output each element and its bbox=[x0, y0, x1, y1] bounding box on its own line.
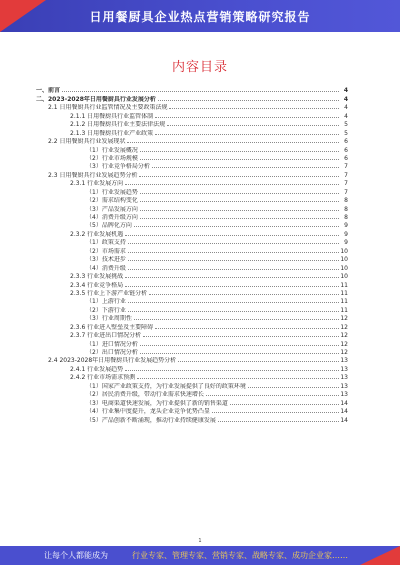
toc-entry-page: 5 bbox=[344, 129, 348, 137]
toc-entry[interactable] bbox=[0, 390, 400, 398]
toc-entry-text: （1）政策支持 bbox=[86, 239, 126, 247]
toc-entry[interactable] bbox=[0, 322, 400, 330]
toc-leader-dots bbox=[158, 100, 339, 101]
footer-banner bbox=[0, 546, 400, 565]
toc-entry-text: 二、2023-2028年日用餐厨具行业发展分析 bbox=[36, 95, 156, 103]
toc-entry[interactable] bbox=[0, 373, 400, 381]
toc-entry[interactable] bbox=[0, 255, 400, 263]
toc-entry-text: 一、前言 bbox=[36, 87, 61, 95]
toc-entry-page: 6 bbox=[344, 154, 348, 162]
toc-entry-page: 12 bbox=[340, 340, 348, 348]
toc-leader-dots bbox=[140, 151, 339, 152]
toc-leader-dots bbox=[230, 404, 339, 405]
toc-leader-dots bbox=[212, 412, 339, 413]
toc-leader-dots bbox=[140, 345, 339, 346]
toc-entry[interactable] bbox=[0, 246, 400, 254]
toc-entry-text: （5）产品创新不断涌现，推动行业持续健康发展 bbox=[86, 416, 216, 424]
toc-entry[interactable] bbox=[0, 314, 400, 322]
toc-entry[interactable] bbox=[0, 339, 400, 347]
toc-entry-page: 11 bbox=[340, 306, 348, 314]
toc-leader-dots bbox=[125, 370, 339, 371]
toc-entry-text: （2）居民消费升级，带动行业需求快速增长 bbox=[86, 391, 204, 399]
toc-entry-page: 8 bbox=[344, 214, 348, 221]
toc-heading: 内容目录 bbox=[171, 60, 228, 75]
toc-entry-text: （1）行业发展趋势 bbox=[86, 188, 138, 196]
toc-entry-text: 2.4 2023-2028年日用餐厨具行业发展趋势分析 bbox=[48, 357, 177, 365]
toc-entry-page: 5 bbox=[344, 121, 348, 129]
toc-entry[interactable] bbox=[0, 137, 400, 145]
toc-entry[interactable] bbox=[0, 120, 400, 128]
toc-leader-dots bbox=[140, 193, 339, 194]
toc-entry-text: 2.3.5 行业上下游产业链分析 bbox=[70, 289, 148, 297]
toc-entry-text: 2.1.3 日用餐厨具行业产业政策 bbox=[70, 129, 154, 137]
toc-entry[interactable] bbox=[0, 170, 400, 178]
toc-entry-page: 13 bbox=[340, 357, 348, 365]
toc-entry-page: 10 bbox=[340, 273, 348, 281]
toc-entry-text: （1）进口情况分析 bbox=[86, 340, 138, 348]
toc-entry-text: （2）下游行业 bbox=[86, 306, 126, 314]
toc-entry-text: 2.1.2 日用餐厨具行业主要法律法规 bbox=[70, 121, 166, 129]
toc-leader-dots bbox=[248, 387, 339, 388]
toc-leader-dots bbox=[140, 159, 339, 160]
toc-entry-text: 2.3.1 行业发展方向 bbox=[70, 180, 124, 188]
toc-entry-page: 12 bbox=[340, 315, 348, 323]
toc-entry-text: （1）行业发展概况 bbox=[86, 146, 138, 154]
toc-leader-dots bbox=[140, 201, 339, 202]
toc-leader-dots bbox=[125, 235, 339, 236]
toc-entry-page: 13 bbox=[340, 391, 348, 399]
toc-leader-dots bbox=[206, 395, 339, 396]
toc-entry-text: （3）行业周期性 bbox=[86, 315, 132, 323]
toc-entry-page: 13 bbox=[340, 374, 348, 382]
toc-leader-dots bbox=[134, 226, 339, 227]
toc-entry-text: 2.2 日用餐厨具行业发展现状 bbox=[48, 138, 126, 146]
toc-entry-page: 8 bbox=[344, 205, 348, 213]
toc-entry[interactable] bbox=[0, 280, 400, 288]
table-of-contents bbox=[0, 86, 400, 424]
toc-entry[interactable] bbox=[0, 238, 400, 246]
toc-entry-page: 7 bbox=[344, 188, 348, 196]
toc-entry-page: 14 bbox=[340, 399, 348, 407]
toc-entry-page: 12 bbox=[340, 349, 348, 356]
toc-entry-text: 2.3.7 行业进出口情况分析 bbox=[70, 332, 142, 340]
toc-leader-dots bbox=[134, 319, 339, 320]
toc-entry-page: 4 bbox=[343, 87, 348, 95]
toc-leader-dots bbox=[155, 117, 339, 118]
toc-entry[interactable] bbox=[0, 94, 400, 102]
toc-entry-page: 7 bbox=[344, 163, 348, 171]
toc-entry[interactable] bbox=[0, 272, 400, 280]
toc-leader-dots bbox=[128, 243, 339, 244]
toc-entry-page: 6 bbox=[344, 146, 348, 154]
toc-entry-text: （2）出口情况分析 bbox=[86, 349, 138, 356]
toc-entry-page: 7 bbox=[344, 180, 348, 188]
toc-entry[interactable] bbox=[0, 348, 400, 356]
toc-leader-dots bbox=[139, 176, 339, 177]
toc-leader-dots bbox=[167, 125, 339, 126]
toc-leader-dots bbox=[149, 294, 339, 295]
toc-leader-dots bbox=[155, 328, 339, 329]
toc-entry[interactable] bbox=[0, 229, 400, 237]
toc-entry-page: 13 bbox=[340, 365, 348, 373]
toc-entry[interactable] bbox=[0, 196, 400, 204]
toc-entry[interactable] bbox=[0, 204, 400, 212]
toc-entry-text: （1）上游行业 bbox=[86, 298, 126, 306]
toc-entry-page: 10 bbox=[340, 247, 348, 255]
footer-red-accent bbox=[360, 546, 400, 565]
toc-entry-text: （3）电商渠道快速发展，为行业提供了新的销售渠道 bbox=[86, 399, 228, 407]
toc-leader-dots bbox=[140, 218, 339, 219]
toc-leader-dots bbox=[62, 91, 339, 92]
toc-entry-text: （3）技术进步 bbox=[86, 256, 126, 264]
toc-entry[interactable] bbox=[0, 111, 400, 119]
toc-entry[interactable] bbox=[0, 154, 400, 162]
toc-entry[interactable] bbox=[0, 187, 400, 195]
toc-entry-text: 2.3.4 行业竞争格局 bbox=[70, 281, 124, 289]
toc-entry-page: 12 bbox=[340, 323, 348, 331]
toc-entry-text: 2.1 日用餐厨具行业监管情况及主要政策法规 bbox=[48, 104, 168, 112]
toc-entry-text: 2.4.1 行业发展趋势 bbox=[70, 365, 124, 373]
toc-entry-page: 9 bbox=[344, 222, 348, 230]
toc-leader-dots bbox=[218, 421, 339, 422]
toc-entry-page: 11 bbox=[340, 289, 348, 297]
toc-leader-dots bbox=[143, 336, 339, 337]
toc-entry[interactable] bbox=[0, 415, 400, 423]
toc-leader-dots bbox=[178, 361, 339, 362]
report-header-banner bbox=[0, 0, 400, 32]
toc-entry[interactable] bbox=[0, 221, 400, 229]
toc-leader-dots bbox=[137, 378, 339, 379]
toc-entry[interactable] bbox=[0, 103, 400, 111]
toc-entry-text: （4）行业集中度提升，龙头企业竞争优势凸显 bbox=[86, 408, 210, 416]
toc-entry[interactable] bbox=[0, 297, 400, 305]
toc-entry-page: 4 bbox=[344, 104, 348, 112]
toc-entry[interactable] bbox=[0, 364, 400, 372]
toc-entry[interactable] bbox=[0, 407, 400, 415]
toc-entry-page: 7 bbox=[344, 171, 348, 179]
toc-leader-dots bbox=[128, 302, 339, 303]
toc-leader-dots bbox=[125, 286, 339, 287]
toc-entry-page: 14 bbox=[340, 408, 348, 416]
toc-entry[interactable] bbox=[0, 305, 400, 313]
toc-entry-text: 2.3.2 行业发展机遇 bbox=[70, 230, 124, 238]
toc-entry-text: 2.3 日用餐厨具行业发展趋势分析 bbox=[48, 171, 138, 179]
toc-entry[interactable] bbox=[0, 145, 400, 153]
toc-leader-dots bbox=[169, 108, 339, 109]
toc-leader-dots bbox=[128, 311, 339, 312]
toc-entry[interactable] bbox=[0, 381, 400, 389]
report-title: 日用餐厨具企业热点营销策略研究报告 bbox=[89, 10, 311, 24]
toc-entry-text: 2.3.6 行业进入壁垒及主要障碍 bbox=[70, 323, 154, 331]
toc-leader-dots bbox=[128, 260, 339, 261]
toc-leader-dots bbox=[127, 142, 339, 143]
toc-entry[interactable] bbox=[0, 179, 400, 187]
toc-entry[interactable] bbox=[0, 398, 400, 406]
toc-entry-page: 4 bbox=[344, 112, 348, 120]
toc-entry-page: 13 bbox=[340, 382, 348, 390]
toc-entry[interactable] bbox=[0, 162, 400, 170]
toc-entry-page: 11 bbox=[340, 298, 348, 306]
toc-entry-page: 6 bbox=[344, 138, 348, 146]
toc-entry-text: （3）行业竞争格局分析 bbox=[86, 163, 150, 171]
toc-entry-text: 2.1.1 日用餐厨具行业监管体制 bbox=[70, 112, 154, 120]
toc-entry-page: 14 bbox=[340, 416, 348, 424]
toc-leader-dots bbox=[125, 184, 339, 185]
toc-entry[interactable] bbox=[0, 331, 400, 339]
toc-entry-text: （2）行业市场规模 bbox=[86, 154, 138, 162]
toc-leader-dots bbox=[140, 353, 339, 354]
toc-entry-text: （2）市场需求 bbox=[86, 247, 126, 255]
toc-leader-dots bbox=[128, 252, 339, 253]
toc-entry-text: 2.4.2 行业市场需求预测 bbox=[70, 374, 136, 382]
toc-leader-dots bbox=[140, 210, 339, 211]
toc-entry[interactable] bbox=[0, 356, 400, 364]
toc-leader-dots bbox=[152, 167, 339, 168]
toc-entry-text: （5）品牌化方向 bbox=[86, 222, 132, 230]
toc-entry-text: （4）消费升级 bbox=[86, 264, 126, 272]
toc-entry-text: （4）消费升级方向 bbox=[86, 214, 138, 221]
toc-leader-dots bbox=[155, 134, 339, 135]
footer-roles: 行业专家、管理专家、营销专家、战略专家、成功企业家…… bbox=[132, 551, 348, 560]
toc-entry-page: 12 bbox=[340, 332, 348, 340]
toc-entry[interactable] bbox=[0, 263, 400, 271]
toc-entry-page: 11 bbox=[340, 281, 348, 289]
toc-entry-page: 10 bbox=[340, 264, 348, 272]
toc-entry-page: 9 bbox=[344, 230, 348, 238]
toc-leader-dots bbox=[128, 269, 339, 270]
toc-leader-dots bbox=[125, 277, 339, 278]
toc-entry-page: 10 bbox=[340, 256, 348, 264]
toc-entry-text: （1）国家产业政策支持，为行业发展提供了良好的政策环境 bbox=[86, 382, 246, 390]
toc-entry[interactable] bbox=[0, 289, 400, 297]
toc-entry-page: 9 bbox=[344, 239, 348, 247]
toc-entry-page: 8 bbox=[344, 197, 348, 205]
toc-entry[interactable] bbox=[0, 213, 400, 221]
toc-entry-text: （2）需求结构变化 bbox=[86, 197, 138, 205]
toc-entry[interactable] bbox=[0, 86, 400, 94]
toc-entry-text: 2.3.3 行业发展挑战 bbox=[70, 273, 124, 281]
footer-slogan: 让每个人都能成为 bbox=[44, 551, 108, 560]
page-number: 1 bbox=[198, 538, 202, 544]
toc-entry-text: （3）产品发展方向 bbox=[86, 205, 138, 213]
toc-entry-page: 4 bbox=[343, 95, 348, 103]
toc-entry[interactable] bbox=[0, 128, 400, 136]
